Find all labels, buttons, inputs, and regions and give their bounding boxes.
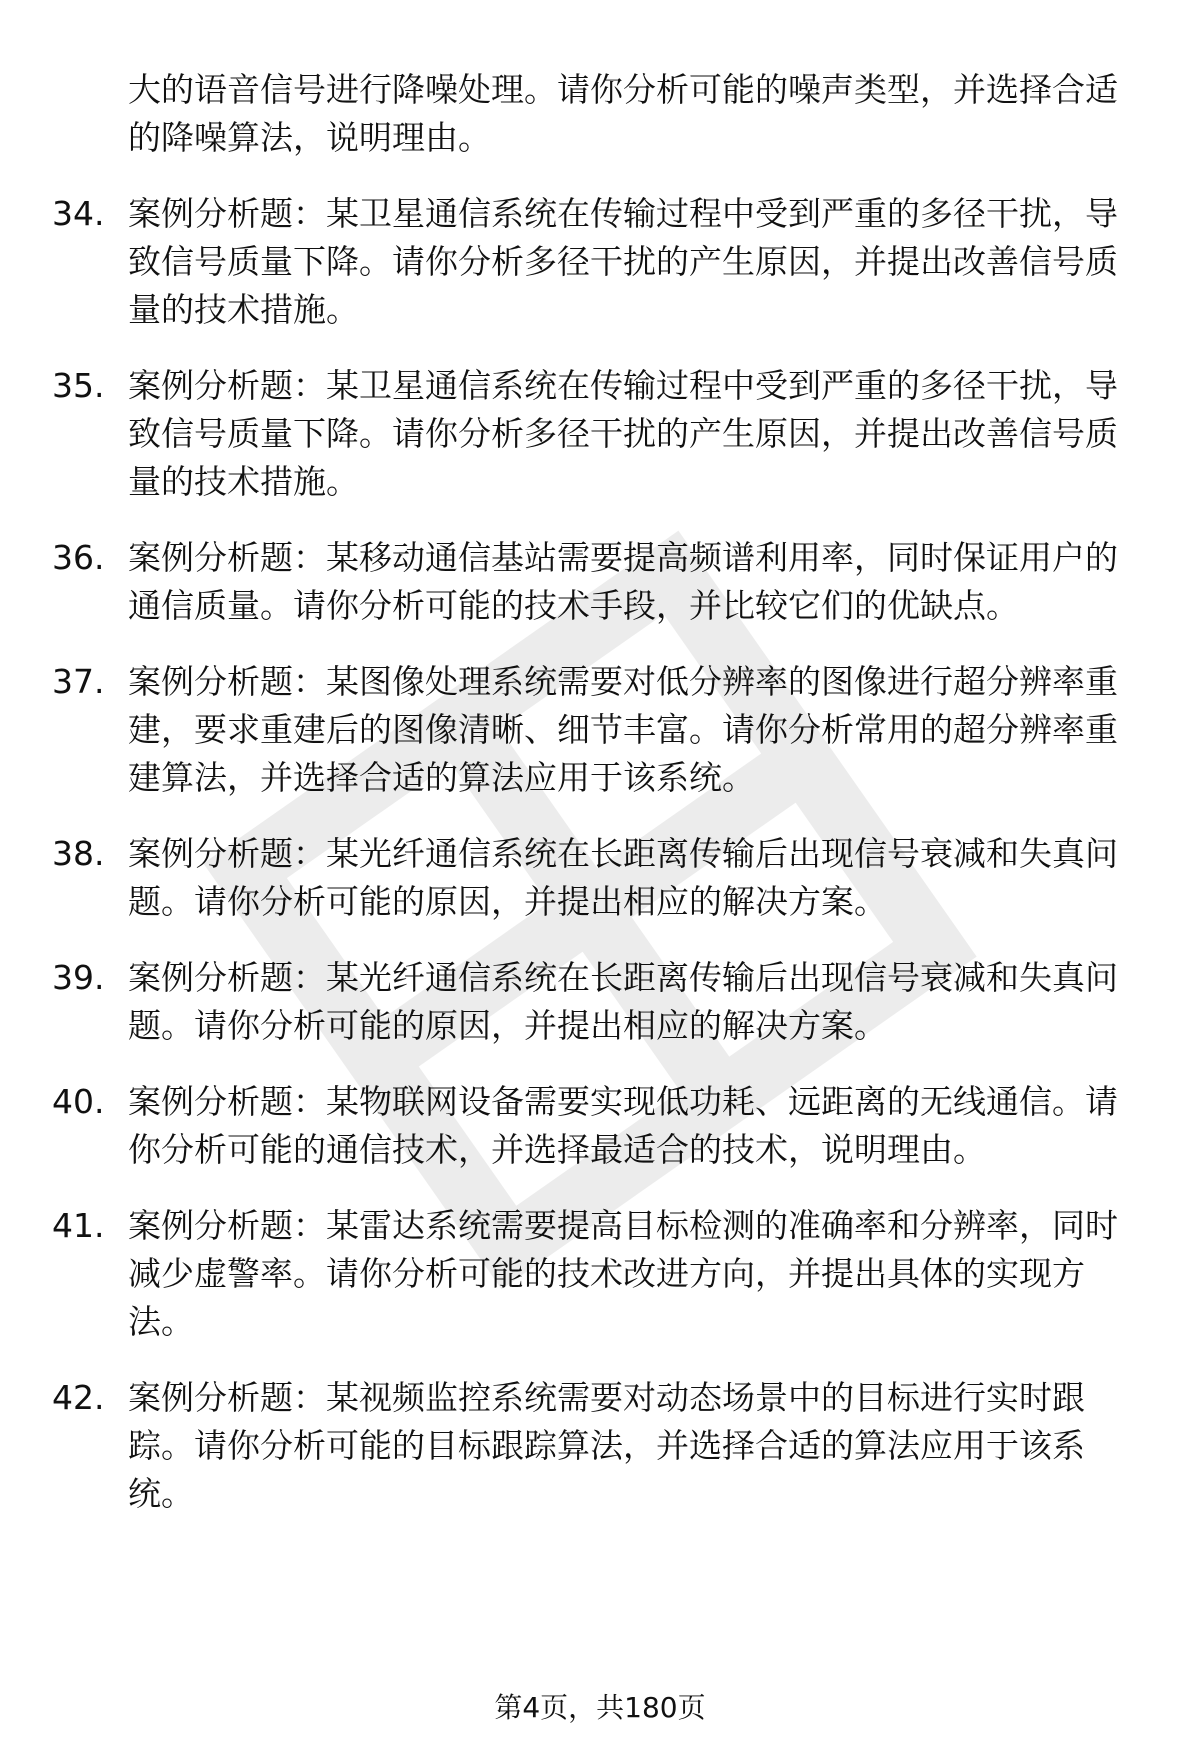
question-text: 案例分析题：某视频监控系统需要对动态场景中的目标进行实时跟踪。请你分析可能的目标跟踪算法，并选择合适的算法应用于该系统。 xyxy=(128,1378,1085,1513)
question-number: 36. xyxy=(52,538,105,577)
question-item xyxy=(52,954,1140,1050)
question-number: 40. xyxy=(52,1082,105,1121)
continued-question-text: 大的语音信号进行降噪处理。请你分析可能的噪声类型，并选择合适的降噪算法，说明理由。 xyxy=(128,70,1118,157)
question-number: 39. xyxy=(52,958,105,997)
question-number: 37. xyxy=(52,662,105,701)
question-number: 34. xyxy=(52,194,105,233)
question-item xyxy=(52,658,1140,802)
question-text: 案例分析题：某物联网设备需要实现低功耗、远距离的无线通信。请你分析可能的通信技术，并选择最适合的技术，说明理由。 xyxy=(128,1082,1118,1169)
question-text: 案例分析题：某光纤通信系统在长距离传输后出现信号衰减和失真问题。请你分析可能的原因，并提出相应的解决方案。 xyxy=(128,834,1118,921)
question-text: 案例分析题：某移动通信基站需要提高频谱利用率，同时保证用户的通信质量。请你分析可能的技术手段，并比较它们的优缺点。 xyxy=(128,538,1118,625)
question-item xyxy=(52,1202,1140,1346)
question-text: 案例分析题：某卫星通信系统在传输过程中受到严重的多径干扰，导致信号质量下降。请你分析多径干扰的产生原因，并提出改善信号质量的技术措施。 xyxy=(128,366,1118,501)
question-item xyxy=(52,1374,1140,1518)
question-text: 案例分析题：某雷达系统需要提高目标检测的准确率和分辨率，同时减少虚警率。请你分析可能的技术改进方向，并提出具体的实现方法。 xyxy=(128,1206,1118,1341)
question-number: 41. xyxy=(52,1206,105,1245)
question-item xyxy=(52,534,1140,630)
question-item xyxy=(52,362,1140,506)
question-number: 42. xyxy=(52,1378,105,1417)
question-number: 38. xyxy=(52,834,105,873)
question-list xyxy=(52,190,1140,1518)
question-text: 案例分析题：某光纤通信系统在长距离传输后出现信号衰减和失真问题。请你分析可能的原因，并提出相应的解决方案。 xyxy=(128,958,1118,1045)
page-footer: 第4页，共180页 xyxy=(494,1691,706,1724)
question-text: 案例分析题：某图像处理系统需要对低分辨率的图像进行超分辨率重建，要求重建后的图像清晰、细节丰富。请你分析常用的超分辨率重建算法，并选择合适的算法应用于该系统。 xyxy=(128,662,1118,797)
question-item xyxy=(52,190,1140,334)
question-item xyxy=(52,830,1140,926)
question-text: 案例分析题：某卫星通信系统在传输过程中受到严重的多径干扰，导致信号质量下降。请你分析多径干扰的产生原因，并提出改善信号质量的技术措施。 xyxy=(128,194,1118,329)
question-number: 35. xyxy=(52,366,105,405)
question-item xyxy=(52,1078,1140,1174)
